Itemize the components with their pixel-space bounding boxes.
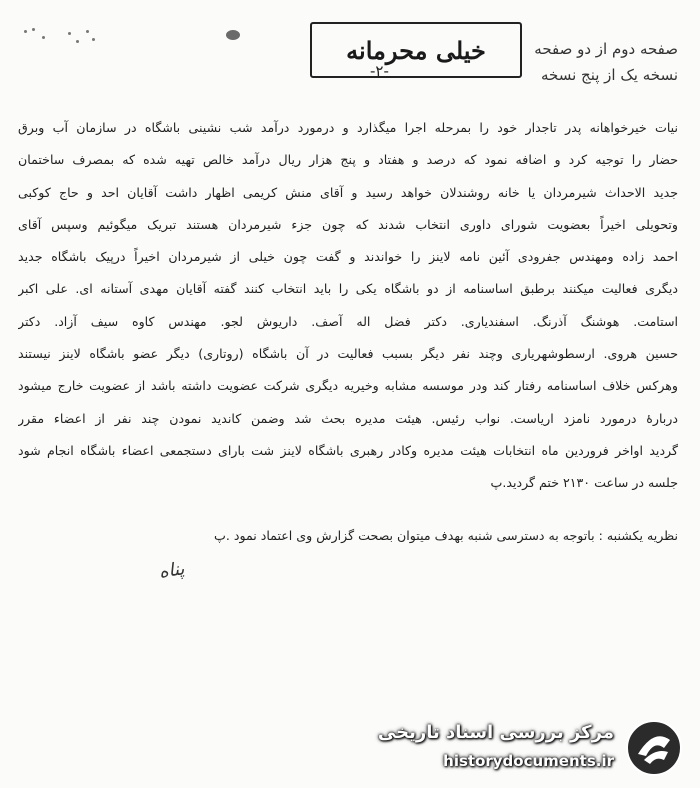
- body-line: دیگری فعالیت میکنند برطبق اساسنامه از دو باشگاه یکی را باید انتخاب کنند گفته آقایان مهدی آستانه ای. علی اکبر: [18, 281, 678, 297]
- body-line: نیات خیرخواهانه پدر تاجدار خود را بمرحله اجرا میگذارد و درمورد درآمد شب نشینی باشگاه در سازمان آب وبرق: [18, 120, 678, 135]
- report-body: [18, 112, 678, 500]
- reviewer-note: نظریه یکشنبه : باتوجه به دسترسی شنبه بهدف میتوان بصحت گزارش وی اعتماد نمود .پ: [213, 528, 678, 543]
- speckle-marks: [20, 26, 110, 50]
- body-line: دربارهٔ درمورد نامزد اریاست. نواب رئیس. هیئت مدیره بحث شد وضمن کاندید نمودن چند نفر از اعضاء مقرر: [18, 410, 678, 426]
- classification-stamp: خیلی محرمانه: [310, 22, 522, 78]
- body-line: گردید اواخر فروردین ماه انتخابات هیئت مدیره وکادر رهبری باشگاه لاینز شت بارای دستجمعی اعضاء باشگاه انجام شود: [18, 442, 678, 458]
- body-line: جدید الاحداث شیرمردان یا خانه روشندلان خواهد رسید و آقای منش کریمی اظهار داشت آقایان احد و حاج کوکبی: [18, 184, 678, 200]
- body-line: وتحویلی اخیراً بعضویت شورای داوری انتخاب شدند که چون جزء شیرمردان هستند تبریک میگوئیم وسپس آقای: [18, 216, 678, 232]
- body-line: احمد زاده ومهندس جفرودی آئین نامه لاینز را خواندند و گفت چون خیلی از شیرمردان اخیراً درپیک باشگاه جدید: [18, 249, 678, 265]
- page-count-line: صفحه دوم از دو صفحه: [534, 40, 678, 58]
- watermark-url[interactable]: historydocuments.ir: [443, 752, 614, 770]
- body-line: حضار را توجیه کرد و اضافه نمود که درصد و هفتاد و پنج هزار ریال درآمد خالص تهیه شده که بمصرف ساختمان: [18, 152, 678, 168]
- body-line: وهرکس خلاف اساسنامه رفتار کند ودر موسسه مشابه وخیریه دیگری شرکت عضویت داشته باشد از عضویت خارج میشود: [18, 378, 678, 394]
- body-line: حسین هروی. ارسطوشهریاری وچند نفر دیگر بسبب فعالیت در آن باشگاه (روتاری) دیگر عضو باشگاه لاینز نیستند: [18, 346, 678, 362]
- body-line: استامت. هوشنگ آذرنگ. اسفندیاری. دکتر فضل اله آصف. داریوش لجو. مهندس کاوه سیف آزاد. دکتر: [18, 313, 678, 329]
- copy-count-line: نسخه یک از پنج نسخه: [540, 66, 678, 84]
- archive-seal-icon: [624, 718, 684, 778]
- watermark-footer: [0, 710, 700, 788]
- handwritten-signature: پناه: [157, 558, 186, 583]
- document-header: [238, 18, 678, 88]
- page-number: -۲-: [370, 62, 389, 80]
- watermark-title: مرکز بررسی اسناد تاریخی: [377, 722, 614, 743]
- body-line-closing: جلسه در ساعت ۲۱۳۰ ختم گردید.پ: [490, 475, 678, 491]
